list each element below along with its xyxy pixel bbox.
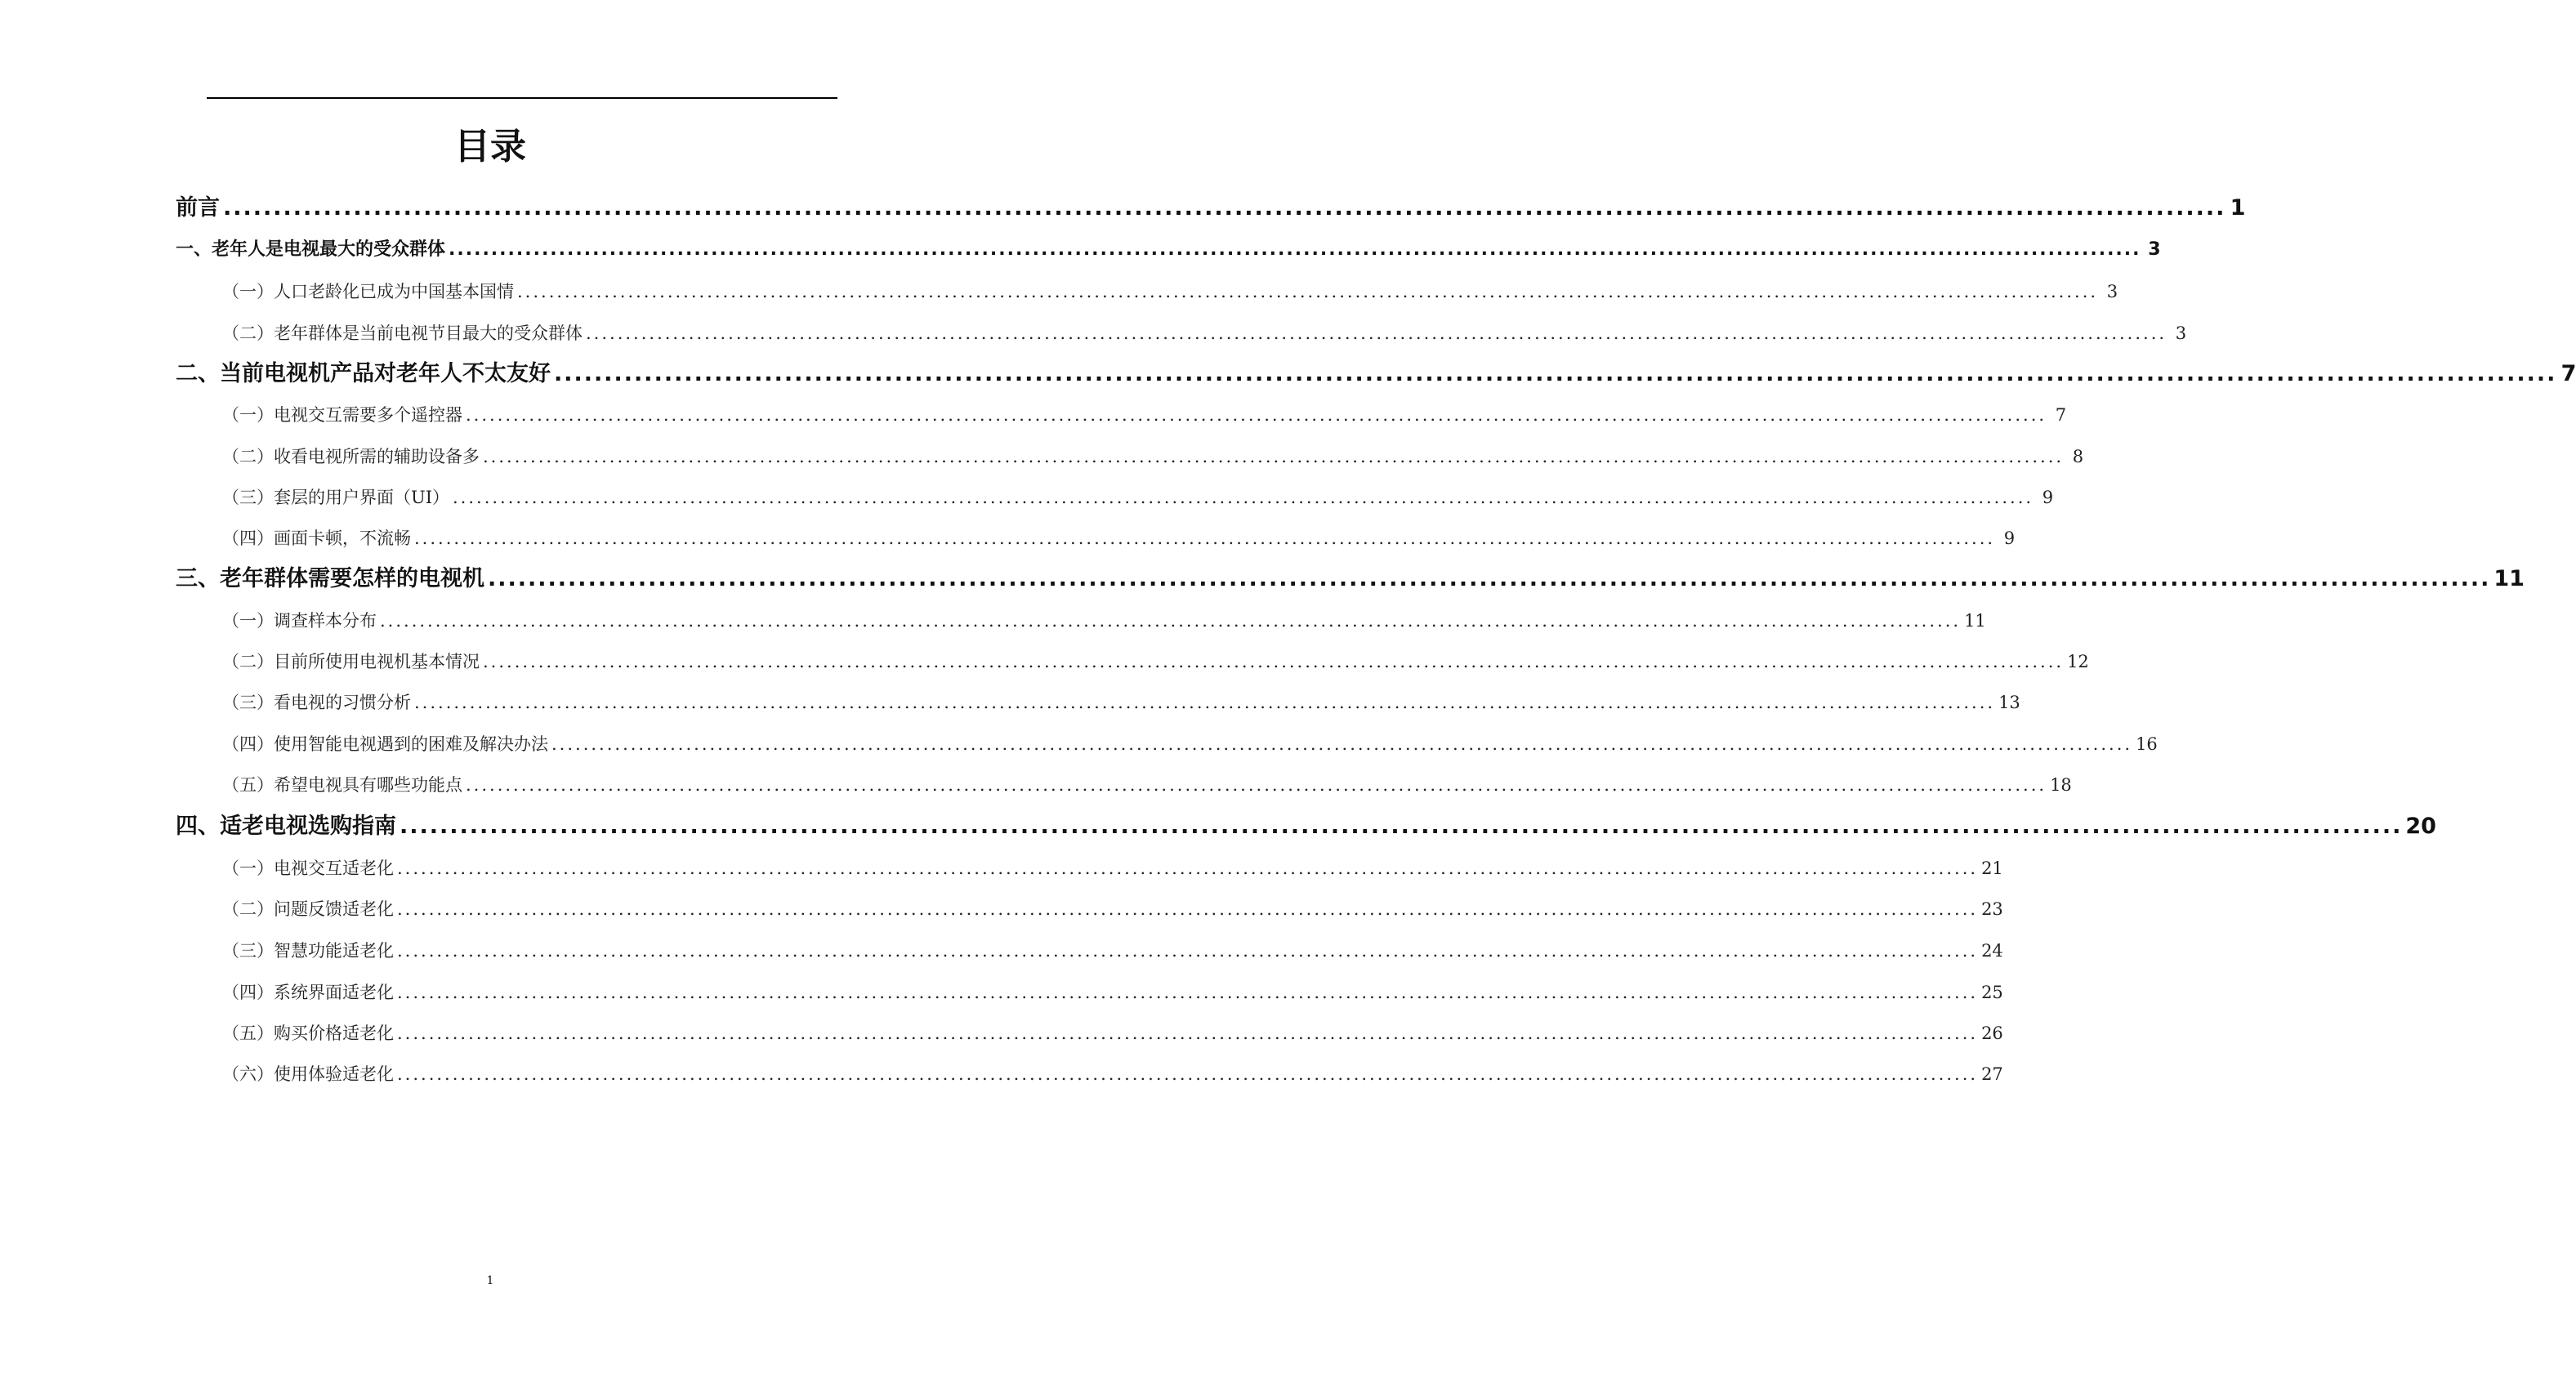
toc-entry-page: 3 [2148, 239, 2161, 260]
toc-entry-page: 26 [1981, 1024, 2003, 1043]
toc-entry-label: 二、当前电视机产品对老年人不太友好 [176, 361, 551, 386]
toc-entry-page: 20 [2405, 814, 2436, 839]
dot-leader: ........................................................................................................................................................................................................ [449, 239, 2141, 260]
toc-entry[interactable] [176, 565, 2525, 593]
toc-entry[interactable] [222, 278, 2118, 305]
toc-entry-page: 8 [2072, 447, 2084, 466]
toc-entry-label: （三）套层的用户界面（UI） [222, 488, 449, 507]
toc-entry[interactable] [222, 484, 2054, 511]
toc-entry[interactable] [222, 1019, 2003, 1047]
dot-leader: ........................................................................................................................................................................................................ [397, 941, 1979, 961]
toc-entry[interactable] [222, 319, 2187, 347]
toc-entry-label: （三）看电视的习惯分析 [222, 693, 411, 712]
toc-entry-page: 23 [1981, 899, 2003, 919]
toc-entry-page: 13 [1998, 693, 2020, 712]
toc-entry[interactable] [222, 689, 2020, 716]
toc-entry[interactable] [222, 895, 2003, 923]
dot-leader: ........................................................................................................................................................................................................ [453, 488, 2034, 507]
toc-title: 目录 [454, 126, 526, 167]
dot-leader: ........................................................................................................................................................................................................ [466, 775, 2047, 795]
dot-leader: ........................................................................................................................................................................................................ [414, 693, 1996, 712]
dot-leader: ........................................................................................................................................................................................................ [400, 814, 2403, 839]
toc-entry-label: （二）老年群体是当前电视节目最大的受众群体 [222, 323, 583, 343]
dot-leader: ........................................................................................................................................................................................................ [586, 323, 2168, 343]
toc-entry-page: 12 [2067, 652, 2089, 671]
toc-entry[interactable] [222, 401, 2067, 429]
toc-entry[interactable] [176, 194, 2246, 222]
dot-leader: ........................................................................................................................................................................................................ [483, 447, 2065, 466]
toc-entry[interactable] [222, 607, 1986, 635]
toc-entry-label: （四）使用智能电视遇到的困难及解决办法 [222, 734, 548, 754]
toc-entry-label: （二）收看电视所需的辅助设备多 [222, 447, 480, 466]
toc-entry-label: （一）人口老龄化已成为中国基本国情 [222, 282, 514, 301]
toc-entry[interactable] [222, 979, 2003, 1006]
toc-entry-page: 7 [2055, 405, 2067, 425]
toc-entry[interactable] [222, 1060, 2003, 1088]
toc-entry-page: 27 [1981, 1064, 2003, 1084]
toc-entry-page: 1 [2230, 195, 2246, 221]
dot-leader: ........................................................................................................................................................................................................ [466, 405, 2047, 425]
footer-page-number: 1 [486, 1274, 494, 1287]
dot-leader: ........................................................................................................................................................................................................ [488, 566, 2491, 591]
toc-entry-label: （五）希望电视具有哪些功能点 [222, 775, 462, 795]
toc-entry-label: （二）问题反馈适老化 [222, 899, 394, 919]
toc-entry-label: （一）电视交互适老化 [222, 859, 394, 878]
dot-leader: ........................................................................................................................................................................................................ [397, 899, 1979, 919]
toc-entry-page: 16 [2136, 734, 2158, 754]
dot-leader: ........................................................................................................................................................................................................ [517, 282, 2099, 301]
dot-leader: ........................................................................................................................................................................................................ [397, 983, 1979, 1002]
toc-entry-page: 7 [2560, 361, 2576, 386]
toc-entry-page: 3 [2175, 323, 2187, 343]
toc-entry-label: 三、老年群体需要怎样的电视机 [176, 566, 484, 591]
dot-leader: ........................................................................................................................................................................................................ [397, 1064, 1979, 1084]
toc-entry[interactable] [176, 236, 2161, 264]
toc-entry[interactable] [176, 813, 2436, 841]
dot-leader: ........................................................................................................................................................................................................ [397, 859, 1979, 878]
toc-entry[interactable] [222, 771, 2072, 799]
toc-entry-label: （一）电视交互需要多个遥控器 [222, 405, 462, 425]
toc-entry-page: 25 [1981, 983, 2003, 1002]
toc-entry-page: 21 [1981, 859, 2003, 878]
dot-leader: ........................................................................................................................................................................................................ [483, 652, 2065, 671]
toc-entry-label: 前言 [176, 195, 220, 221]
toc-entry[interactable] [222, 443, 2084, 471]
toc-entry[interactable] [222, 854, 2003, 882]
toc-entry-page: 18 [2050, 775, 2072, 795]
toc-entry-label: （五）购买价格适老化 [222, 1024, 394, 1043]
toc-entry-label: 四、适老电视选购指南 [176, 814, 396, 839]
toc-entry-label: （一）调查样本分布 [222, 611, 377, 631]
toc-entry-label: 一、老年人是电视最大的受众群体 [176, 239, 446, 260]
toc-entry-page: 24 [1981, 941, 2003, 961]
toc-entry-label: （四）画面卡顿，不流畅 [222, 528, 411, 548]
toc-entry-page: 9 [2003, 528, 2016, 548]
toc-entry-page: 3 [2106, 282, 2118, 301]
toc-entry-label: （二）目前所使用电视机基本情况 [222, 652, 480, 671]
toc-entry[interactable] [222, 937, 2003, 965]
toc-entry[interactable] [176, 360, 2576, 388]
dot-leader: ........................................................................................................................................................................................................ [551, 734, 2133, 754]
toc-entry-page: 9 [2042, 488, 2054, 507]
dot-leader: ........................................................................................................................................................................................................ [554, 361, 2557, 386]
dot-leader: ........................................................................................................................................................................................................ [380, 611, 1962, 631]
toc-entry-label: （三）智慧功能适老化 [222, 941, 394, 961]
toc-entry-page: 11 [1964, 611, 1986, 631]
toc-entry-page: 11 [2493, 566, 2525, 591]
toc-entry-label: （六）使用体验适老化 [222, 1064, 394, 1084]
toc-entry-label: （四）系统界面适老化 [222, 983, 394, 1002]
dot-leader: ........................................................................................................................................................................................................ [414, 528, 1996, 548]
toc-entry[interactable] [222, 648, 2089, 676]
toc-entry[interactable] [222, 524, 2016, 552]
dot-leader: ........................................................................................................................................................................................................ [223, 195, 2226, 221]
dot-leader: ........................................................................................................................................................................................................ [397, 1024, 1979, 1043]
toc-entry[interactable] [222, 730, 2158, 758]
